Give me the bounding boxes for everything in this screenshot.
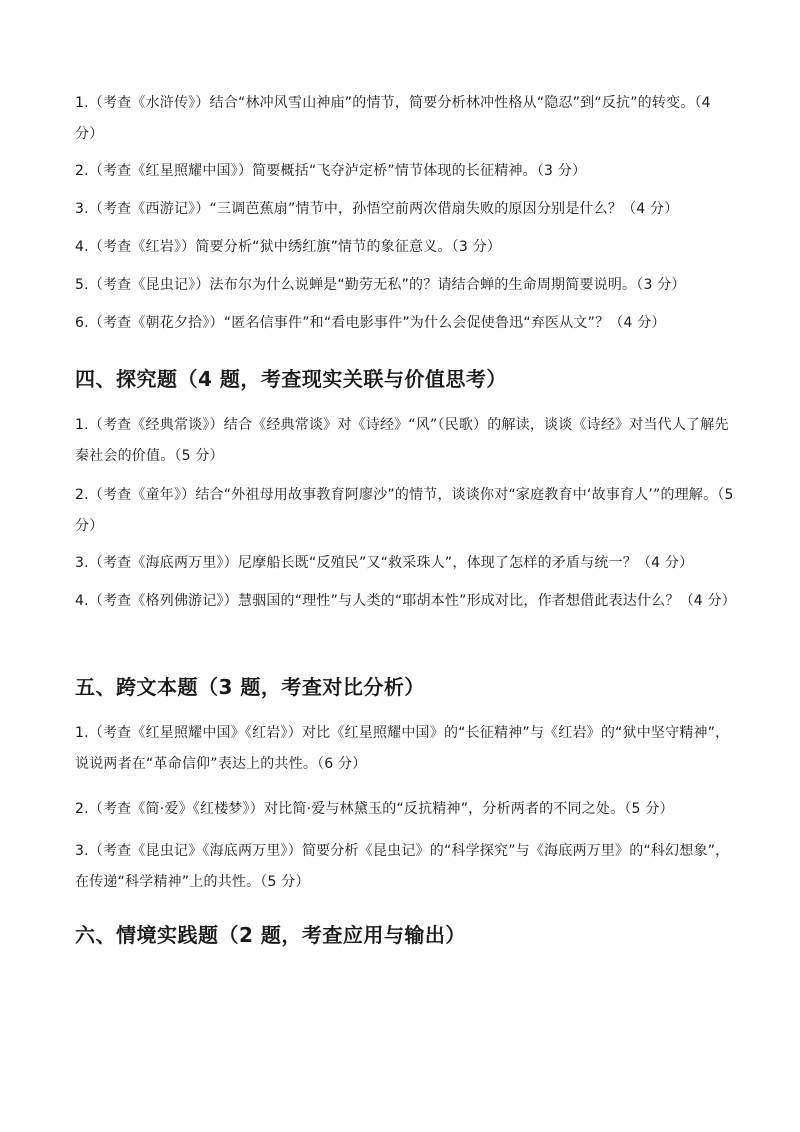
question-3-5: 5.（考查《昆虫记》）法布尔为什么说蝉是“勤劳无私”的？请结合蝉的生命周期简要说明。（3 分） <box>75 277 686 293</box>
section-5-heading: 五、跨文本题（3 题，考查对比分析） <box>75 675 425 699</box>
question-5-3: 3.（考查《昆虫记》《海底两万里》）简要分析《昆虫记》的“科学探究”与《海底两万里》的“科幻想象”，在传递“科学精神”上的共性。（5 分） <box>75 843 730 890</box>
question-3-2: 2.（考查《红星照耀中国》）简要概括“飞夺泸定桥”情节体现的长征精神。（3 分） <box>75 163 587 179</box>
question-3-1: 1.（考查《水浒传》）结合“林冲风雪山神庙”的情节，简要分析林冲性格从“隐忍”到“反抗”的转变。（4 分） <box>75 95 711 142</box>
question-3-4: 4.（考查《红岩》）简要分析“狱中绣红旗”情节的象征意义。（3 分） <box>75 239 502 255</box>
question-5-2: 2.（考查《简·爱》《红楼梦》）对比简·爱与林黛玉的“反抗精神”，分析两者的不同之处。（5 分） <box>75 801 674 817</box>
question-4-3: 3.（考查《海底两万里》）尼摩船长既“反殖民”又“救采珠人”，体现了怎样的矛盾与统一？（4 分） <box>75 555 694 571</box>
question-4-2: 2.（考查《童年》）结合“外祖母用故事教育阿廖沙”的情节，谈谈你对“家庭教育中‘故事育人’”的理解。（5 分） <box>75 487 734 534</box>
question-4-4: 4.（考查《格列佛游记》）慧骃国的“理性”与人类的“耶胡本性”形成对比，作者想借此表达什么？（4 分） <box>75 593 736 609</box>
section-4-heading: 四、探究题（4 题，考查现实关联与价值思考） <box>75 367 507 391</box>
question-3-3: 3.（考查《西游记》）“三调芭蕉扇”情节中，孙悟空前两次借扇失败的原因分别是什么？（4 分） <box>75 201 679 217</box>
question-4-1: 1.（考查《经典常谈》）结合《经典常谈》对《诗经》“风”（民歌）的解读，谈谈《诗经》对当代人了解先秦社会的价值。（5 分） <box>75 417 729 464</box>
question-5-1: 1.（考查《红星照耀中国》《红岩》）对比《红星照耀中国》的“长征精神”与《红岩》的“狱中坚守精神”，说说两者在“革命信仰”表达上的共性。（6 分） <box>75 725 730 772</box>
question-3-6: 6.（考查《朝花夕拾》）“匿名信事件”和“看电影事件”为什么会促使鲁迅“弃医从文”？（4 分） <box>75 315 666 331</box>
section-6-heading: 六、情境实践题（2 题，考查应用与输出） <box>75 923 466 947</box>
